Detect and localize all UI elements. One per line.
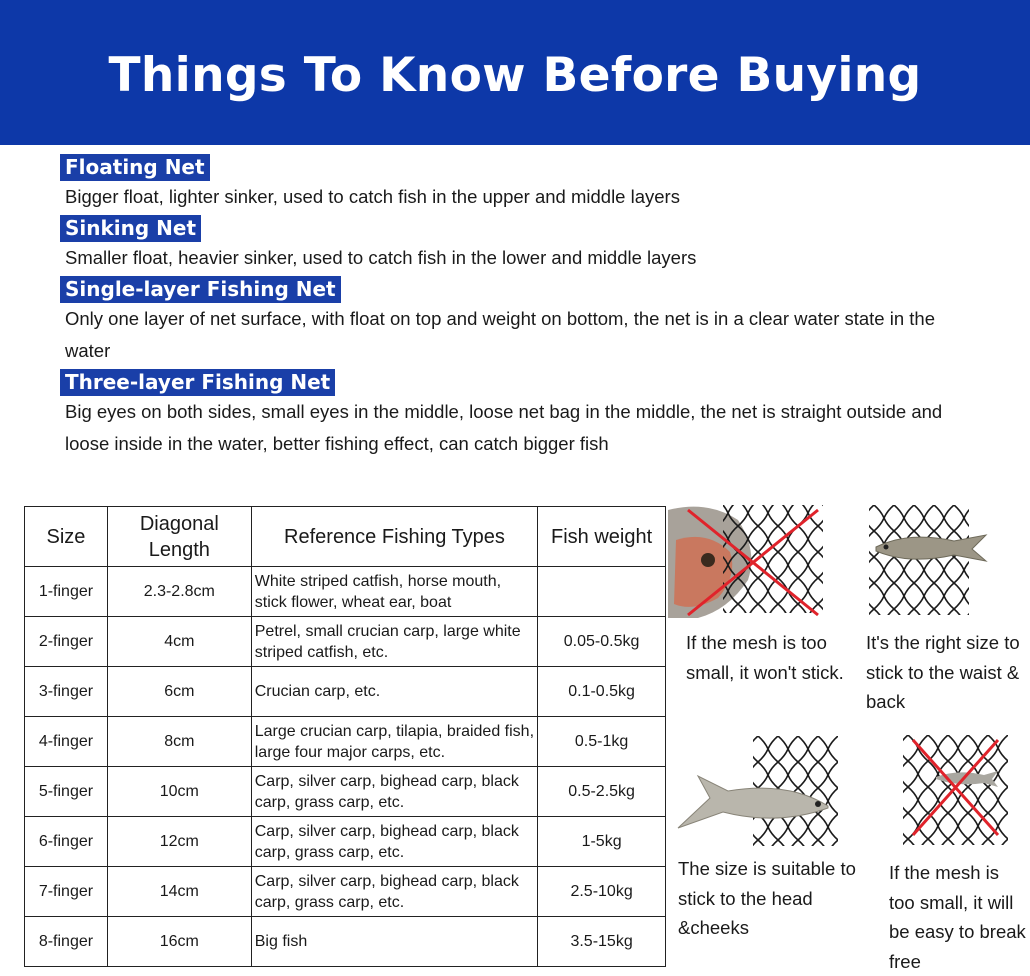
- term-label: Single-layer Fishing Net: [60, 276, 341, 303]
- definition-floating-net: [60, 154, 980, 213]
- cell-types: Carp, silver carp, bighead carp, black carp, grass carp, etc.: [251, 867, 537, 917]
- table-row: [25, 617, 666, 667]
- table-row: [25, 817, 666, 867]
- term-label: Sinking Net: [60, 215, 201, 242]
- cell-diagonal: 8cm: [107, 717, 251, 767]
- header-diagonal-label: Diagonal Length: [139, 512, 219, 561]
- net-type-definitions: [60, 154, 980, 462]
- cell-weight: 2.5-10kg: [538, 867, 666, 917]
- cell-types: Carp, silver carp, bighead carp, black carp, grass carp, etc.: [251, 767, 537, 817]
- cell-size: 8-finger: [25, 917, 108, 967]
- cell-types: Carp, silver carp, bighead carp, black carp, grass carp, etc.: [251, 817, 537, 867]
- fish-mesh-too-small-illustration: [668, 500, 828, 618]
- table-row: [25, 717, 666, 767]
- cell-types: Big fish: [251, 917, 537, 967]
- cell-weight: 0.05-0.5kg: [538, 617, 666, 667]
- cell-size: 3-finger: [25, 667, 108, 717]
- caption-right-size: It's the right size to stick to the waist & back: [866, 632, 1020, 712]
- fish-eye: [815, 801, 821, 807]
- table-row: [25, 567, 666, 617]
- header-size: Size: [25, 507, 108, 567]
- page-title: Things To Know Before Buying: [108, 48, 922, 103]
- cell-size: 1-finger: [25, 567, 108, 617]
- header-fish-weight: Fish weight: [538, 507, 666, 567]
- cell-diagonal: 10cm: [107, 767, 251, 817]
- cell-diagonal: 6cm: [107, 667, 251, 717]
- term-description: Big eyes on both sides, small eyes in the middle, loose net bag in the middle, the net is straight outside and loose inside in the water, better fishing effect, can catch bigger fish: [65, 401, 943, 454]
- caption-too-small-no-stick: If the mesh is too small, it won't stick.: [686, 632, 844, 683]
- caption-break-free: If the mesh is too small, it will be easy to break free: [889, 862, 1026, 972]
- cell-weight: 0.5-1kg: [538, 717, 666, 767]
- cell-types: Petrel, small crucian carp, large white striped catfish, etc.: [251, 617, 537, 667]
- definition-single-layer-net: [60, 276, 980, 367]
- term-description: Smaller float, heavier sinker, used to catch fish in the lower and middle layers: [65, 247, 697, 268]
- header-diagonal-length: [107, 507, 251, 567]
- header-fishing-types: Reference Fishing Types: [251, 507, 537, 567]
- cell-types: Crucian carp, etc.: [251, 667, 537, 717]
- fish-mesh-right-size-illustration: [864, 505, 994, 617]
- cell-size: 4-finger: [25, 717, 108, 767]
- table-row: [25, 767, 666, 817]
- definition-three-layer-net: [60, 369, 980, 460]
- fish-escape-illustration: [898, 735, 1013, 847]
- fish-eye: [701, 553, 715, 567]
- cell-diagonal: 14cm: [107, 867, 251, 917]
- cell-size: 7-finger: [25, 867, 108, 917]
- definition-sinking-net: [60, 215, 980, 274]
- table-row: [25, 917, 666, 967]
- fish-eye: [884, 545, 889, 550]
- term-description: Bigger float, lighter sinker, used to catch fish in the upper and middle layers: [65, 186, 680, 207]
- cell-diagonal: 2.3-2.8cm: [107, 567, 251, 617]
- cell-diagonal: 4cm: [107, 617, 251, 667]
- cell-types: White striped catfish, horse mouth, stick flower, wheat ear, boat: [251, 567, 537, 617]
- cell-weight: [538, 567, 666, 617]
- cell-weight: 1-5kg: [538, 817, 666, 867]
- cell-weight: 0.1-0.5kg: [538, 667, 666, 717]
- cell-size: 6-finger: [25, 817, 108, 867]
- term-description: Only one layer of net surface, with float on top and weight on bottom, the net is in a clear water state in the water: [65, 308, 935, 361]
- mesh-size-table: [24, 506, 666, 967]
- term-label: Three-layer Fishing Net: [60, 369, 335, 396]
- cell-weight: 0.5-2.5kg: [538, 767, 666, 817]
- caption-head-cheeks: The size is suitable to stick to the head &cheeks: [678, 858, 856, 938]
- term-label: Floating Net: [60, 154, 210, 181]
- cell-types: Large crucian carp, tilapia, braided fish, large four major carps, etc.: [251, 717, 537, 767]
- header-banner: [0, 0, 1030, 145]
- cell-size: 2-finger: [25, 617, 108, 667]
- table-row: [25, 667, 666, 717]
- cell-size: 5-finger: [25, 767, 108, 817]
- table-row: [25, 867, 666, 917]
- cell-diagonal: 12cm: [107, 817, 251, 867]
- cell-weight: 3.5-15kg: [538, 917, 666, 967]
- cell-diagonal: 16cm: [107, 917, 251, 967]
- net-mesh: [723, 505, 823, 613]
- table-header-row: [25, 507, 666, 567]
- fish-mesh-head-illustration: [668, 736, 843, 846]
- net-mesh: [869, 505, 969, 615]
